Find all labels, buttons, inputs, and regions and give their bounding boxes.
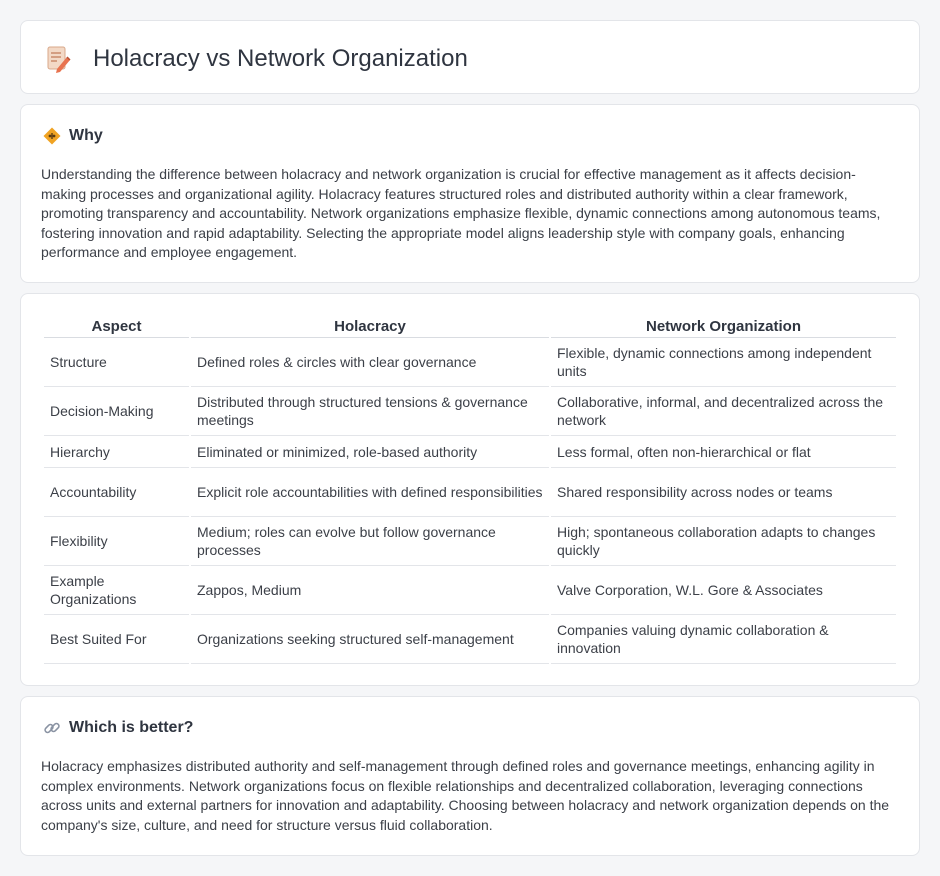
cell-network: Shared responsibility across nodes or teams: [551, 468, 896, 517]
better-heading: [43, 719, 193, 737]
cell-aspect: Structure: [44, 338, 189, 387]
cell-holacracy: Zappos, Medium: [191, 566, 549, 615]
header-card: [20, 20, 920, 94]
cell-aspect: Accountability: [44, 468, 189, 517]
table-row: [44, 517, 896, 566]
cell-aspect: Hierarchy: [44, 436, 189, 468]
link-icon: [43, 719, 61, 737]
header-holacracy: Holacracy: [191, 314, 549, 338]
header-network-organization: Network Organization: [551, 314, 896, 338]
why-heading: [43, 127, 103, 145]
better-body: Holacracy emphasizes distributed authority and self-management through defined roles and governance meetings, enhancing agility in complex environments. Network organizations focus on flexible relationships and decentralized collaboration, leveraging connections across units and external partners for innovation and adaptability. Choosing between holacracy and network organization depends on the company's size, culture, and need for structure versus fluid collaboration.: [41, 758, 890, 833]
cell-network: High; spontaneous collaboration adapts to changes quickly: [551, 517, 896, 566]
cell-holacracy: Medium; roles can evolve but follow governance processes: [191, 517, 549, 566]
cell-holacracy: Organizations seeking structured self-management: [191, 615, 549, 664]
why-title: Why: [69, 127, 103, 144]
cell-network: Collaborative, informal, and decentralized across the network: [551, 387, 896, 436]
table-row: [44, 387, 896, 436]
cell-holacracy: Distributed through structured tensions & governance meetings: [191, 387, 549, 436]
comparison-table: [42, 314, 898, 664]
document-pencil-icon: [43, 44, 73, 74]
table-row: [44, 338, 896, 387]
which-is-better-section: [20, 696, 920, 856]
cell-network: Less formal, often non-hierarchical or flat: [551, 436, 896, 468]
cell-holacracy: Defined roles & circles with clear governance: [191, 338, 549, 387]
comparison-section: [20, 293, 920, 686]
header-row: [43, 43, 468, 75]
header-aspect: Aspect: [44, 314, 189, 338]
cell-holacracy: Eliminated or minimized, role-based authority: [191, 436, 549, 468]
table-row: [44, 468, 896, 517]
cell-aspect: Flexibility: [44, 517, 189, 566]
cell-aspect: Example Organizations: [44, 566, 189, 615]
cell-holacracy: Explicit role accountabilities with defined responsibilities: [191, 468, 549, 517]
cell-network: Companies valuing dynamic collaboration & innovation: [551, 615, 896, 664]
diamond-sign-icon: [43, 127, 61, 145]
better-title: Which is better?: [69, 719, 194, 736]
cell-network: Valve Corporation, W.L. Gore & Associates: [551, 566, 896, 615]
why-body: Understanding the difference between holacracy and network organization is crucial for effective management as it affects decision-making processes and organizational agility. Holacracy features structured roles and distributed authority within a clear framework, promoting transparency and accountability. Network organizations emphasize flexible, dynamic connections among autonomous teams, fostering innovation and rapid adaptability. Selecting the appropriate model aligns leadership style with company goals, enhancing performance and employee engagement.: [41, 166, 881, 260]
cell-network: Flexible, dynamic connections among independent units: [551, 338, 896, 387]
why-section: [20, 104, 920, 283]
table-header-row: [44, 314, 896, 338]
cell-aspect: Best Suited For: [44, 615, 189, 664]
table-row: [44, 615, 896, 664]
table-row: [44, 436, 896, 468]
page-title: Holacracy vs Network Organization: [93, 45, 468, 72]
cell-aspect: Decision-Making: [44, 387, 189, 436]
table-row: [44, 566, 896, 615]
